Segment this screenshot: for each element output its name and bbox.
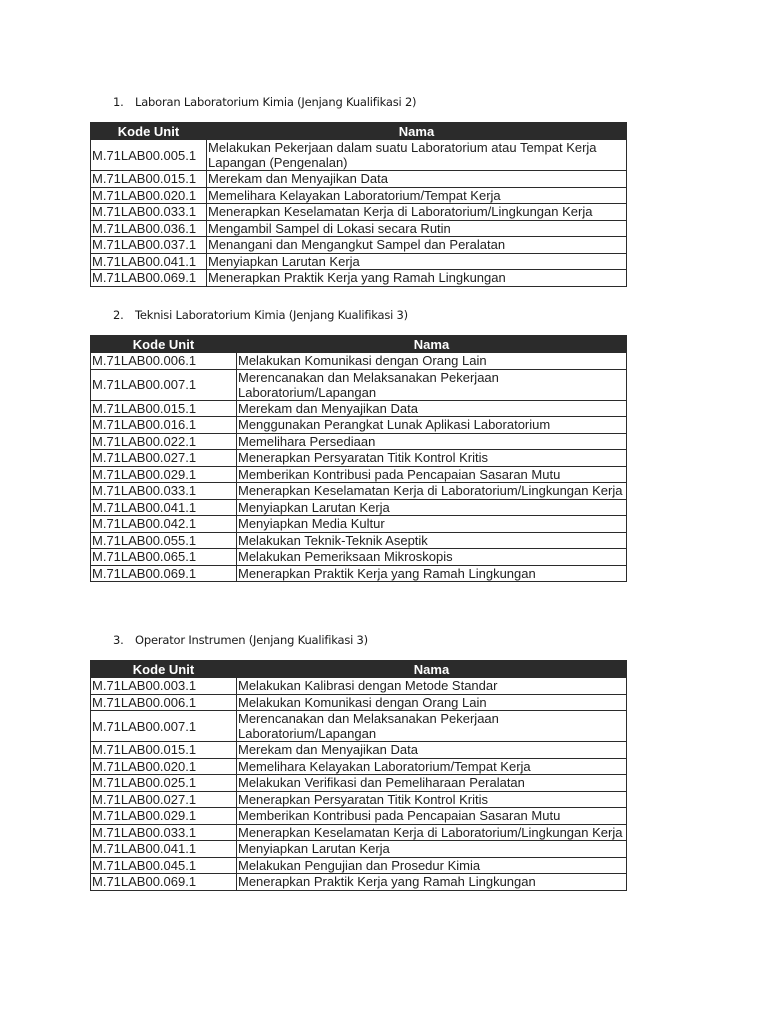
nama-cell: Memelihara Kelayakan Laboratorium/Tempat Kerja [237,758,627,775]
table-row [91,516,627,533]
nama-cell: Menggunakan Perangkat Lunak Aplikasi Laboratorium [237,417,627,434]
kode-unit-cell: M.71LAB00.027.1 [91,450,237,467]
nama-cell: Menerapkan Praktik Kerja yang Ramah Lingkungan [207,270,627,287]
section-heading-2 [113,308,408,322]
nama-cell: Menangani dan Mengangkut Sampel dan Peralatan [207,237,627,254]
table-row [91,791,627,808]
nama-cell: Menerapkan Persyaratan Titik Kontrol Kritis [237,791,627,808]
kode-unit-cell: M.71LAB00.055.1 [91,532,237,549]
nama-cell: Menyiapkan Larutan Kerja [207,253,627,270]
kode-unit-cell: M.71LAB00.036.1 [91,220,207,237]
table-row [91,433,627,450]
kode-unit-cell: M.71LAB00.015.1 [91,171,207,188]
kode-unit-cell: M.71LAB00.069.1 [91,565,237,582]
kode-unit-cell: M.71LAB00.045.1 [91,857,237,874]
kode-unit-cell: M.71LAB00.029.1 [91,466,237,483]
kode-unit-cell: M.71LAB00.069.1 [91,270,207,287]
nama-cell: Menerapkan Persyaratan Titik Kontrol Kritis [237,450,627,467]
section-title: Operator Instrumen (Jenjang Kualifikasi 3) [135,633,368,647]
table-row [91,742,627,759]
table-row [91,270,627,287]
table-row [91,483,627,500]
table-row [91,711,627,742]
section-number: 2. [113,308,124,322]
table-header-row [91,123,627,140]
nama-cell: Merencanakan dan Melaksanakan Pekerjaan Laboratorium/Lapangan [237,369,627,400]
nama-cell: Merencanakan dan Melaksanakan Pekerjaan Laboratorium/Lapangan [237,711,627,742]
table-row [91,204,627,221]
kode-unit-cell: M.71LAB00.015.1 [91,742,237,759]
kode-unit-cell: M.71LAB00.015.1 [91,400,237,417]
column-header-kode-unit: Kode Unit [91,336,237,353]
kode-unit-cell: M.71LAB00.006.1 [91,694,237,711]
nama-cell: Menerapkan Keselamatan Kerja di Laboratorium/Lingkungan Kerja [237,824,627,841]
nama-cell: Melakukan Teknik-Teknik Aseptik [237,532,627,549]
nama-cell: Menyiapkan Larutan Kerja [237,499,627,516]
nama-cell: Melakukan Kalibrasi dengan Metode Standar [237,678,627,695]
kode-unit-cell: M.71LAB00.007.1 [91,711,237,742]
kode-unit-cell: M.71LAB00.005.1 [91,140,207,171]
table-row [91,775,627,792]
unit-table-3 [90,660,627,891]
kode-unit-cell: M.71LAB00.065.1 [91,549,237,566]
column-header-nama: Nama [237,661,627,678]
kode-unit-cell: M.71LAB00.041.1 [91,499,237,516]
table-row [91,253,627,270]
kode-unit-cell: M.71LAB00.025.1 [91,775,237,792]
nama-cell: Menerapkan Praktik Kerja yang Ramah Lingkungan [237,874,627,891]
nama-cell: Merekam dan Menyajikan Data [237,400,627,417]
nama-cell: Melakukan Pengujian dan Prosedur Kimia [237,857,627,874]
table-row [91,466,627,483]
unit-table-1 [90,122,627,287]
column-header-nama: Nama [237,336,627,353]
kode-unit-cell: M.71LAB00.033.1 [91,483,237,500]
section-title: Teknisi Laboratorium Kimia (Jenjang Kualifikasi 3) [135,308,408,322]
column-header-kode-unit: Kode Unit [91,661,237,678]
table-row [91,499,627,516]
column-header-nama: Nama [207,123,627,140]
section-heading-1 [113,95,416,109]
nama-cell: Menerapkan Keselamatan Kerja di Laboratorium/Lingkungan Kerja [207,204,627,221]
kode-unit-cell: M.71LAB00.037.1 [91,237,207,254]
table-row [91,417,627,434]
table-row [91,532,627,549]
kode-unit-cell: M.71LAB00.069.1 [91,874,237,891]
kode-unit-cell: M.71LAB00.007.1 [91,369,237,400]
nama-cell: Melakukan Komunikasi dengan Orang Lain [237,353,627,370]
table-row [91,400,627,417]
nama-cell: Menyiapkan Larutan Kerja [237,841,627,858]
kode-unit-cell: M.71LAB00.006.1 [91,353,237,370]
kode-unit-cell: M.71LAB00.041.1 [91,253,207,270]
section-number: 3. [113,633,124,647]
nama-cell: Melakukan Verifikasi dan Pemeliharaan Peralatan [237,775,627,792]
table-header-row [91,661,627,678]
table-row [91,220,627,237]
kode-unit-cell: M.71LAB00.042.1 [91,516,237,533]
table-row [91,353,627,370]
table-row [91,694,627,711]
nama-cell: Merekam dan Menyajikan Data [207,171,627,188]
nama-cell: Melakukan Pekerjaan dalam suatu Laboratorium atau Tempat Kerja Lapangan (Pengenalan) [207,140,627,171]
table-row [91,841,627,858]
table-row [91,857,627,874]
nama-cell: Menerapkan Praktik Kerja yang Ramah Lingkungan [237,565,627,582]
nama-cell: Merekam dan Menyajikan Data [237,742,627,759]
kode-unit-cell: M.71LAB00.003.1 [91,678,237,695]
kode-unit-cell: M.71LAB00.041.1 [91,841,237,858]
nama-cell: Memberikan Kontribusi pada Pencapaian Sasaran Mutu [237,466,627,483]
nama-cell: Memelihara Kelayakan Laboratorium/Tempat Kerja [207,187,627,204]
table-row [91,237,627,254]
table-row [91,369,627,400]
table-row [91,187,627,204]
table-row [91,565,627,582]
kode-unit-cell: M.71LAB00.020.1 [91,187,207,204]
nama-cell: Menyiapkan Media Kultur [237,516,627,533]
column-header-kode-unit: Kode Unit [91,123,207,140]
kode-unit-cell: M.71LAB00.020.1 [91,758,237,775]
nama-cell: Menerapkan Keselamatan Kerja di Laboratorium/Lingkungan Kerja [237,483,627,500]
unit-table-2 [90,335,627,582]
section-number: 1. [113,95,124,109]
table-row [91,140,627,171]
kode-unit-cell: M.71LAB00.027.1 [91,791,237,808]
section-heading-3 [113,633,368,647]
table-row [91,678,627,695]
nama-cell: Melakukan Komunikasi dengan Orang Lain [237,694,627,711]
table-row [91,758,627,775]
nama-cell: Memelihara Persediaan [237,433,627,450]
kode-unit-cell: M.71LAB00.033.1 [91,824,237,841]
table-header-row [91,336,627,353]
kode-unit-cell: M.71LAB00.016.1 [91,417,237,434]
table-row [91,171,627,188]
kode-unit-cell: M.71LAB00.022.1 [91,433,237,450]
table-row [91,874,627,891]
nama-cell: Melakukan Pemeriksaan Mikroskopis [237,549,627,566]
kode-unit-cell: M.71LAB00.033.1 [91,204,207,221]
table-row [91,824,627,841]
nama-cell: Memberikan Kontribusi pada Pencapaian Sasaran Mutu [237,808,627,825]
nama-cell: Mengambil Sampel di Lokasi secara Rutin [207,220,627,237]
table-row [91,450,627,467]
table-row [91,808,627,825]
table-row [91,549,627,566]
section-title: Laboran Laboratorium Kimia (Jenjang Kualifikasi 2) [135,95,417,109]
kode-unit-cell: M.71LAB00.029.1 [91,808,237,825]
